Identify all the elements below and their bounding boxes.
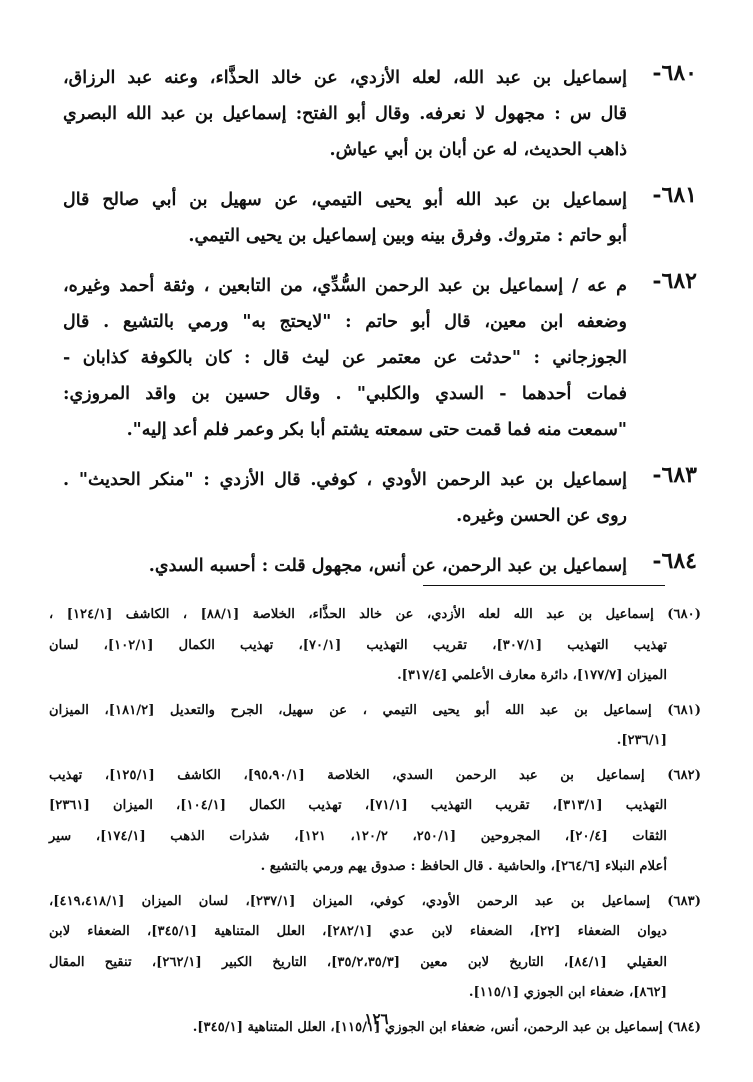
entry-number: ٦٨١- xyxy=(652,182,697,208)
footnote xyxy=(49,887,701,1009)
footnote-line: [٢٣٦/١]. xyxy=(616,733,667,748)
entry-text-line: وضعفه ابن معين، قال أبو حاتم : "لايحتج به" ورمي بالتشيع . قال xyxy=(63,312,627,332)
footnote-line: تهذيب التهذيب [٣٠٧/١]، تقريب التهذيب [٧٠/١]، تهذيب الكمال [١٠٢/١]، لسان xyxy=(49,637,667,653)
footnote-line: (٦٨٣) إسماعيل بن عبد الرحمن الأودي، كوفي، الميزان [٢٣٧/١]، لسان الميزان [٤١٩،٤١٨/١]، xyxy=(49,893,702,909)
footnote-line: (٦٨١) إسماعيل بن عبد الله أبو يحيى التيمي ، عن سهيل، الجرح والتعديل [١٨١/٢]، الميزان xyxy=(49,702,702,718)
entry-text-line: فمات أحدهما - السدي والكلبي" . وقال حسين بن واقد المروزي: xyxy=(63,384,627,404)
page-number: ١٢٦ xyxy=(364,1010,389,1028)
narrator-entry xyxy=(63,548,697,584)
footnote-line: التهذيب [٣١٣/١]، تقريب التهذيب [٧١/١]، تهذيب الكمال [١٠٤/١]، الميزان [٢٣٦١] xyxy=(49,798,667,813)
entry-text-line: قال س : مجهول لا نعرفه. وقال أبو الفتح: إسماعيل بن عبد الله البصري xyxy=(63,104,627,124)
footnote-line: [٨٦٢]، ضعفاء ابن الجوزي [١١٥/١]. xyxy=(468,985,667,1000)
entry-text-line: إسماعيل بن عبد الرحمن الأودي ، كوفي. قال الأزدي : "منكر الحديث" . xyxy=(63,470,627,490)
entry-text-line: إسماعيل بن عبد الله، لعله الأزدي، عن خالد الحذَّاء، وعنه عبد الرزاق، xyxy=(63,68,627,88)
narrator-entry xyxy=(63,60,697,168)
footnote-line: (٦٨٢) إسماعيل بن عبد الرحمن السدي، الخلاصة [٩٥،٩٠/١]، الكاشف [١٢٥/١]، تهذيب xyxy=(49,767,701,783)
entry-text-line: إسماعيل بن عبد الرحمن، عن أنس، مجهول قلت : أحسبه السدي. xyxy=(148,556,627,576)
footnote-line: الثقات [٢٠/٤]، المجروحين [٢٥٠/١، ١٢٠/٢، ١٢١]، شذرات الذهب [١٧٤/١]، سير xyxy=(49,828,667,844)
footnote-line: العقيلي [٨٤/١]، التاريخ لابن معين [٣٥/٢،٣٥/٣]، التاريخ الكبير [٢٦٢/١]، تنقيح المقال xyxy=(49,954,667,970)
footnote xyxy=(49,696,701,757)
narrator-entries xyxy=(63,60,697,598)
entry-text-line: روى عن الحسن وغيره. xyxy=(456,506,627,526)
entry-number: ٦٨٠- xyxy=(652,60,697,86)
footnotes-section xyxy=(49,600,701,1047)
footnote-line: ديوان الضعفاء [٢٢]، الضعفاء لابن عدي [٢٨٢/١]، العلل المتناهية [٣٤٥/١]، الضعفاء لابن xyxy=(49,924,667,939)
entry-text-line: "سمعت منه فما قمت حتى سمعته يشتم أبا بكر وعمر فلم أعد إليه". xyxy=(126,420,627,440)
entry-text-line: ذاهب الحديث، له عن أبان بن أبي عياش. xyxy=(329,140,627,160)
entry-number: ٦٨٢- xyxy=(652,268,697,294)
entry-text-line: م عه / إسماعيل بن عبد الرحمن السُّدِّي، من التابعين ، وثقة أحمد وغيره، xyxy=(63,276,627,296)
footnote xyxy=(49,600,701,692)
narrator-entry xyxy=(63,182,697,254)
narrator-entry xyxy=(63,462,697,534)
footnote-line: (٦٨٤) إسماعيل بن عبد الرحمن، أنس، ضعفاء ابن الجوزي [١١٥/١]، العلل المتناهية [٣٤٥/١]. xyxy=(192,1019,701,1035)
entry-number: ٦٨٤- xyxy=(652,548,697,574)
entry-text-line: أبو حاتم : متروك. وفرق بينه وبين إسماعيل بن يحيى التيمي. xyxy=(188,226,627,246)
footnote-line: الميزان [١٧٧/٧]، دائرة معارف الأعلمي [٣١٧/٤]. xyxy=(397,668,667,683)
footnote-line: (٦٨٠) إسماعيل بن عبد الله لعله الأزدي، عن خالد الحذَّاء، الخلاصة [٨٨/١] ، الكاشف [١٢٤/١] ، xyxy=(49,607,701,622)
narrator-entry xyxy=(63,268,697,448)
entry-number: ٦٨٣- xyxy=(652,462,697,488)
footnote-separator xyxy=(423,585,665,586)
entry-text-line: الجوزجاني : "حدثت عن معتمر عن ليث قال : كان بالكوفة كذابان - xyxy=(63,348,627,368)
footnote-line: أعلام النبلاء [٢٦٤/٦]، والحاشية . قال الحافظ : صدوق يهم ورمي بالتشيع . xyxy=(260,859,667,874)
footnote xyxy=(49,761,701,883)
entry-text-line: إسماعيل بن عبد الله أبو يحيى التيمي، عن سهيل بن أبي صالح قال xyxy=(63,190,627,210)
